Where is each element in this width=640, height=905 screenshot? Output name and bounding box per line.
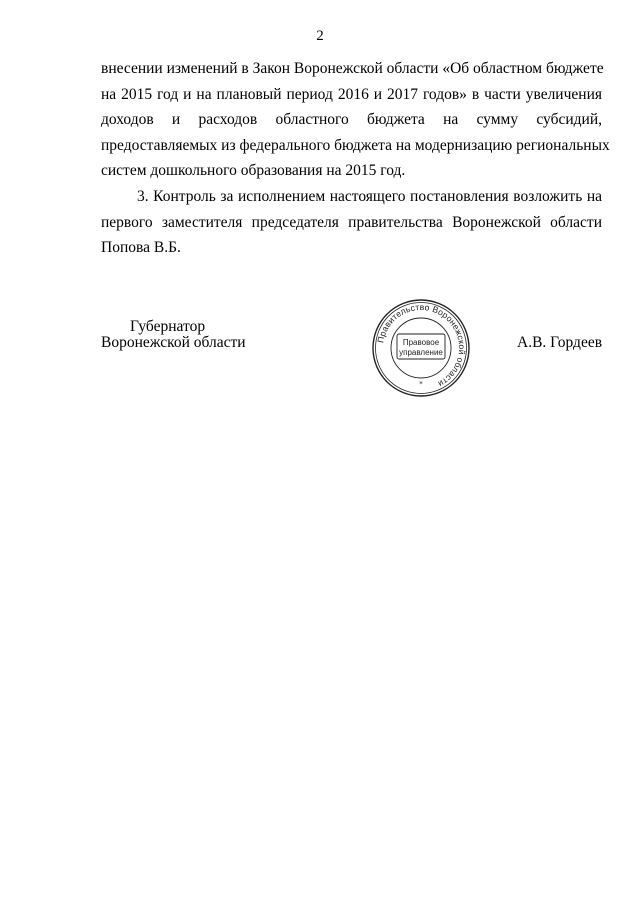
paragraph-line: на 2015 год и на плановый период 2016 и 2017 годов» в части увеличения [101,85,602,103]
paragraph-line: 3. Контроль за исполнением настоящего постановления возложить на [137,187,602,205]
page-number: 2 [316,28,324,44]
paragraph-line: первого заместителя председателя правительства Воронежской области [101,213,602,231]
seal-star-icon: * [419,380,423,388]
signatory-region: Воронежской области [101,334,246,351]
document-body [101,56,610,261]
seal-ring-text: Правительство Воронежской области [375,301,468,390]
signatory-name: А.В. Гордеев [517,334,603,351]
official-seal [371,298,471,398]
seal-graphic [371,298,471,398]
seal-center-line1: Правовое [402,338,440,347]
paragraph-line: систем дошкольного образования на 2015 год. [101,162,406,180]
paragraph-line: предоставляемых из федерального бюджета на модернизацию региональных [101,136,610,154]
signatory-title: Губернатор [130,318,206,335]
paragraph-line: доходов и расходов областного бюджета на сумму субсидий, [101,111,602,129]
seal-center-line2: управление [399,348,443,357]
paragraph-line: Попова В.Б. [101,239,181,257]
paragraph-line: внесении изменений в Закон Воронежской области «Об областном бюджете [101,60,604,77]
